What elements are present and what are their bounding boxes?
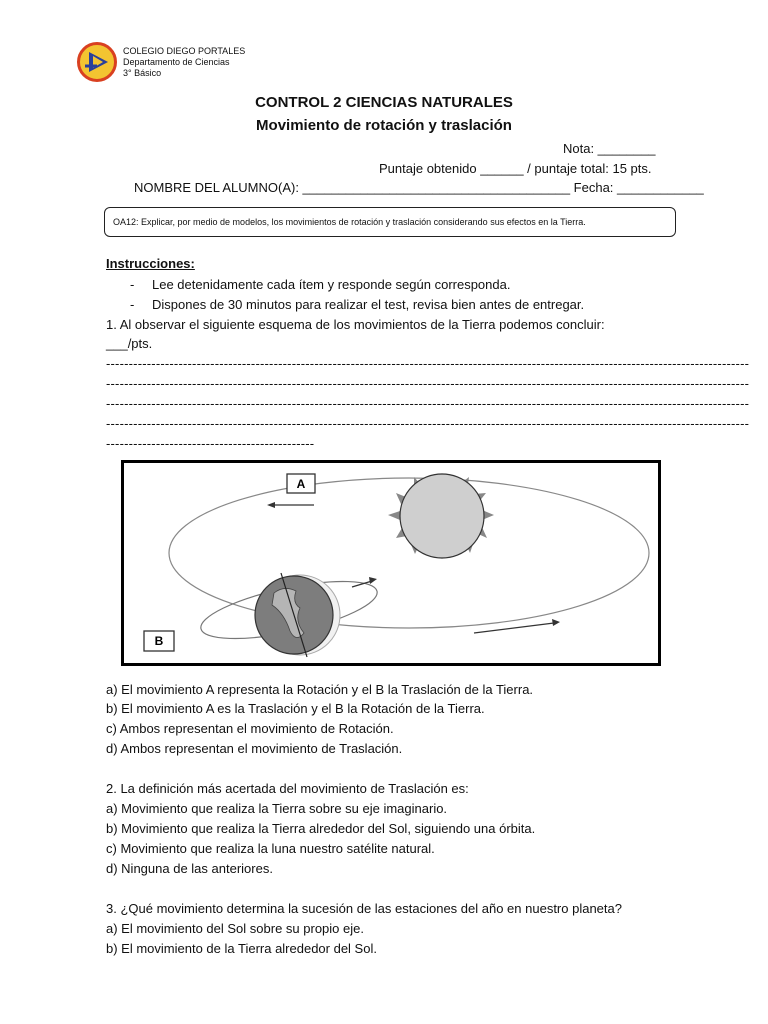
answer-line: ----------------------------------------------------------------------------------------------------------------------------------------------: [106, 416, 750, 431]
exam-title: CONTROL 2 CIENCIAS NATURALES: [255, 94, 513, 111]
question-2-option: b) Movimiento que realiza la Tierra alrededor del Sol, siguiendo una órbita.: [106, 821, 536, 836]
question-1-prompt: 1. Al observar el siguiente esquema de los movimientos de la Tierra podemos concluir:: [106, 317, 605, 332]
score-field: Puntaje obtenido ______ / puntaje total: 15 pts.: [379, 161, 652, 176]
question-1-option: b) El movimiento A es la Traslación y el B la Rotación de la Tierra.: [106, 701, 485, 716]
answer-line: ----------------------------------------------------------------------------------------------------------------------------------------------: [106, 376, 750, 391]
question-1-option: c) Ambos representan el movimiento de Rotación.: [106, 721, 394, 736]
instructions-heading: Instrucciones:: [106, 256, 195, 271]
instruction-bullet: -: [130, 277, 135, 292]
answer-line: ----------------------------------------------------------------------------------------------------------------------------------------------: [106, 396, 750, 411]
label-a: A: [296, 477, 306, 491]
answer-line: ----------------------------------------------------------------------------------------------------------------------------------------------: [106, 356, 750, 371]
question-2-prompt: 2. La definición más acertada del movimiento de Traslación es:: [106, 781, 469, 796]
learning-objective-box: [104, 207, 676, 237]
grade-level: 3° Básico: [123, 68, 162, 78]
learning-objective-text: OA12: Explicar, por medio de modelos, los movimientos de rotación y traslación considerando sus efectos en la Tierra.: [113, 217, 586, 227]
instruction-item: Lee detenidamente cada ítem y responde según corresponda.: [152, 277, 511, 292]
question-1-option: d) Ambos representan el movimiento de Traslación.: [106, 741, 403, 756]
question-2-option: d) Ninguna de las anteriores.: [106, 861, 273, 876]
grade-field: Nota: ________: [563, 141, 656, 156]
question-1-points: ___/pts.: [106, 336, 153, 351]
exam-subtitle: Movimiento de rotación y traslación: [256, 117, 512, 134]
question-2-option: c) Movimiento que realiza la luna nuestro satélite natural.: [106, 841, 435, 856]
department-name: Departamento de Ciencias: [123, 57, 230, 67]
school-name: COLEGIO DIEGO PORTALES: [123, 46, 246, 56]
arrow-orbit-head: [552, 619, 560, 626]
sun-icon: [400, 474, 484, 558]
question-2-option: a) Movimiento que realiza la Tierra sobre su eje imaginario.: [106, 801, 448, 816]
school-logo: [77, 42, 117, 82]
question-3-option: b) El movimiento de la Tierra alrededor del Sol.: [106, 941, 377, 956]
arrow-a-head: [267, 502, 275, 508]
arrow-earth-head: [369, 577, 377, 584]
diagram-drawing: [124, 463, 658, 663]
school-info: [123, 46, 245, 79]
answer-line: ----------------------------------------------: [106, 436, 315, 451]
label-b: B: [154, 634, 164, 648]
earth-movements-diagram: [121, 460, 661, 666]
question-3-option: a) El movimiento del Sol sobre su propio eje.: [106, 921, 364, 936]
question-1-option: a) El movimiento A representa la Rotación y el B la Traslación de la Tierra.: [106, 682, 534, 697]
student-name-field: NOMBRE DEL ALUMNO(A): _____________________________________ Fecha: ____________: [134, 180, 704, 195]
question-3-prompt: 3. ¿Qué movimiento determina la sucesión de las estaciones del año en nuestro planeta?: [106, 901, 622, 916]
instruction-item: Dispones de 30 minutos para realizar el test, revisa bien antes de entregar.: [152, 297, 585, 312]
instruction-bullet: -: [130, 297, 135, 312]
